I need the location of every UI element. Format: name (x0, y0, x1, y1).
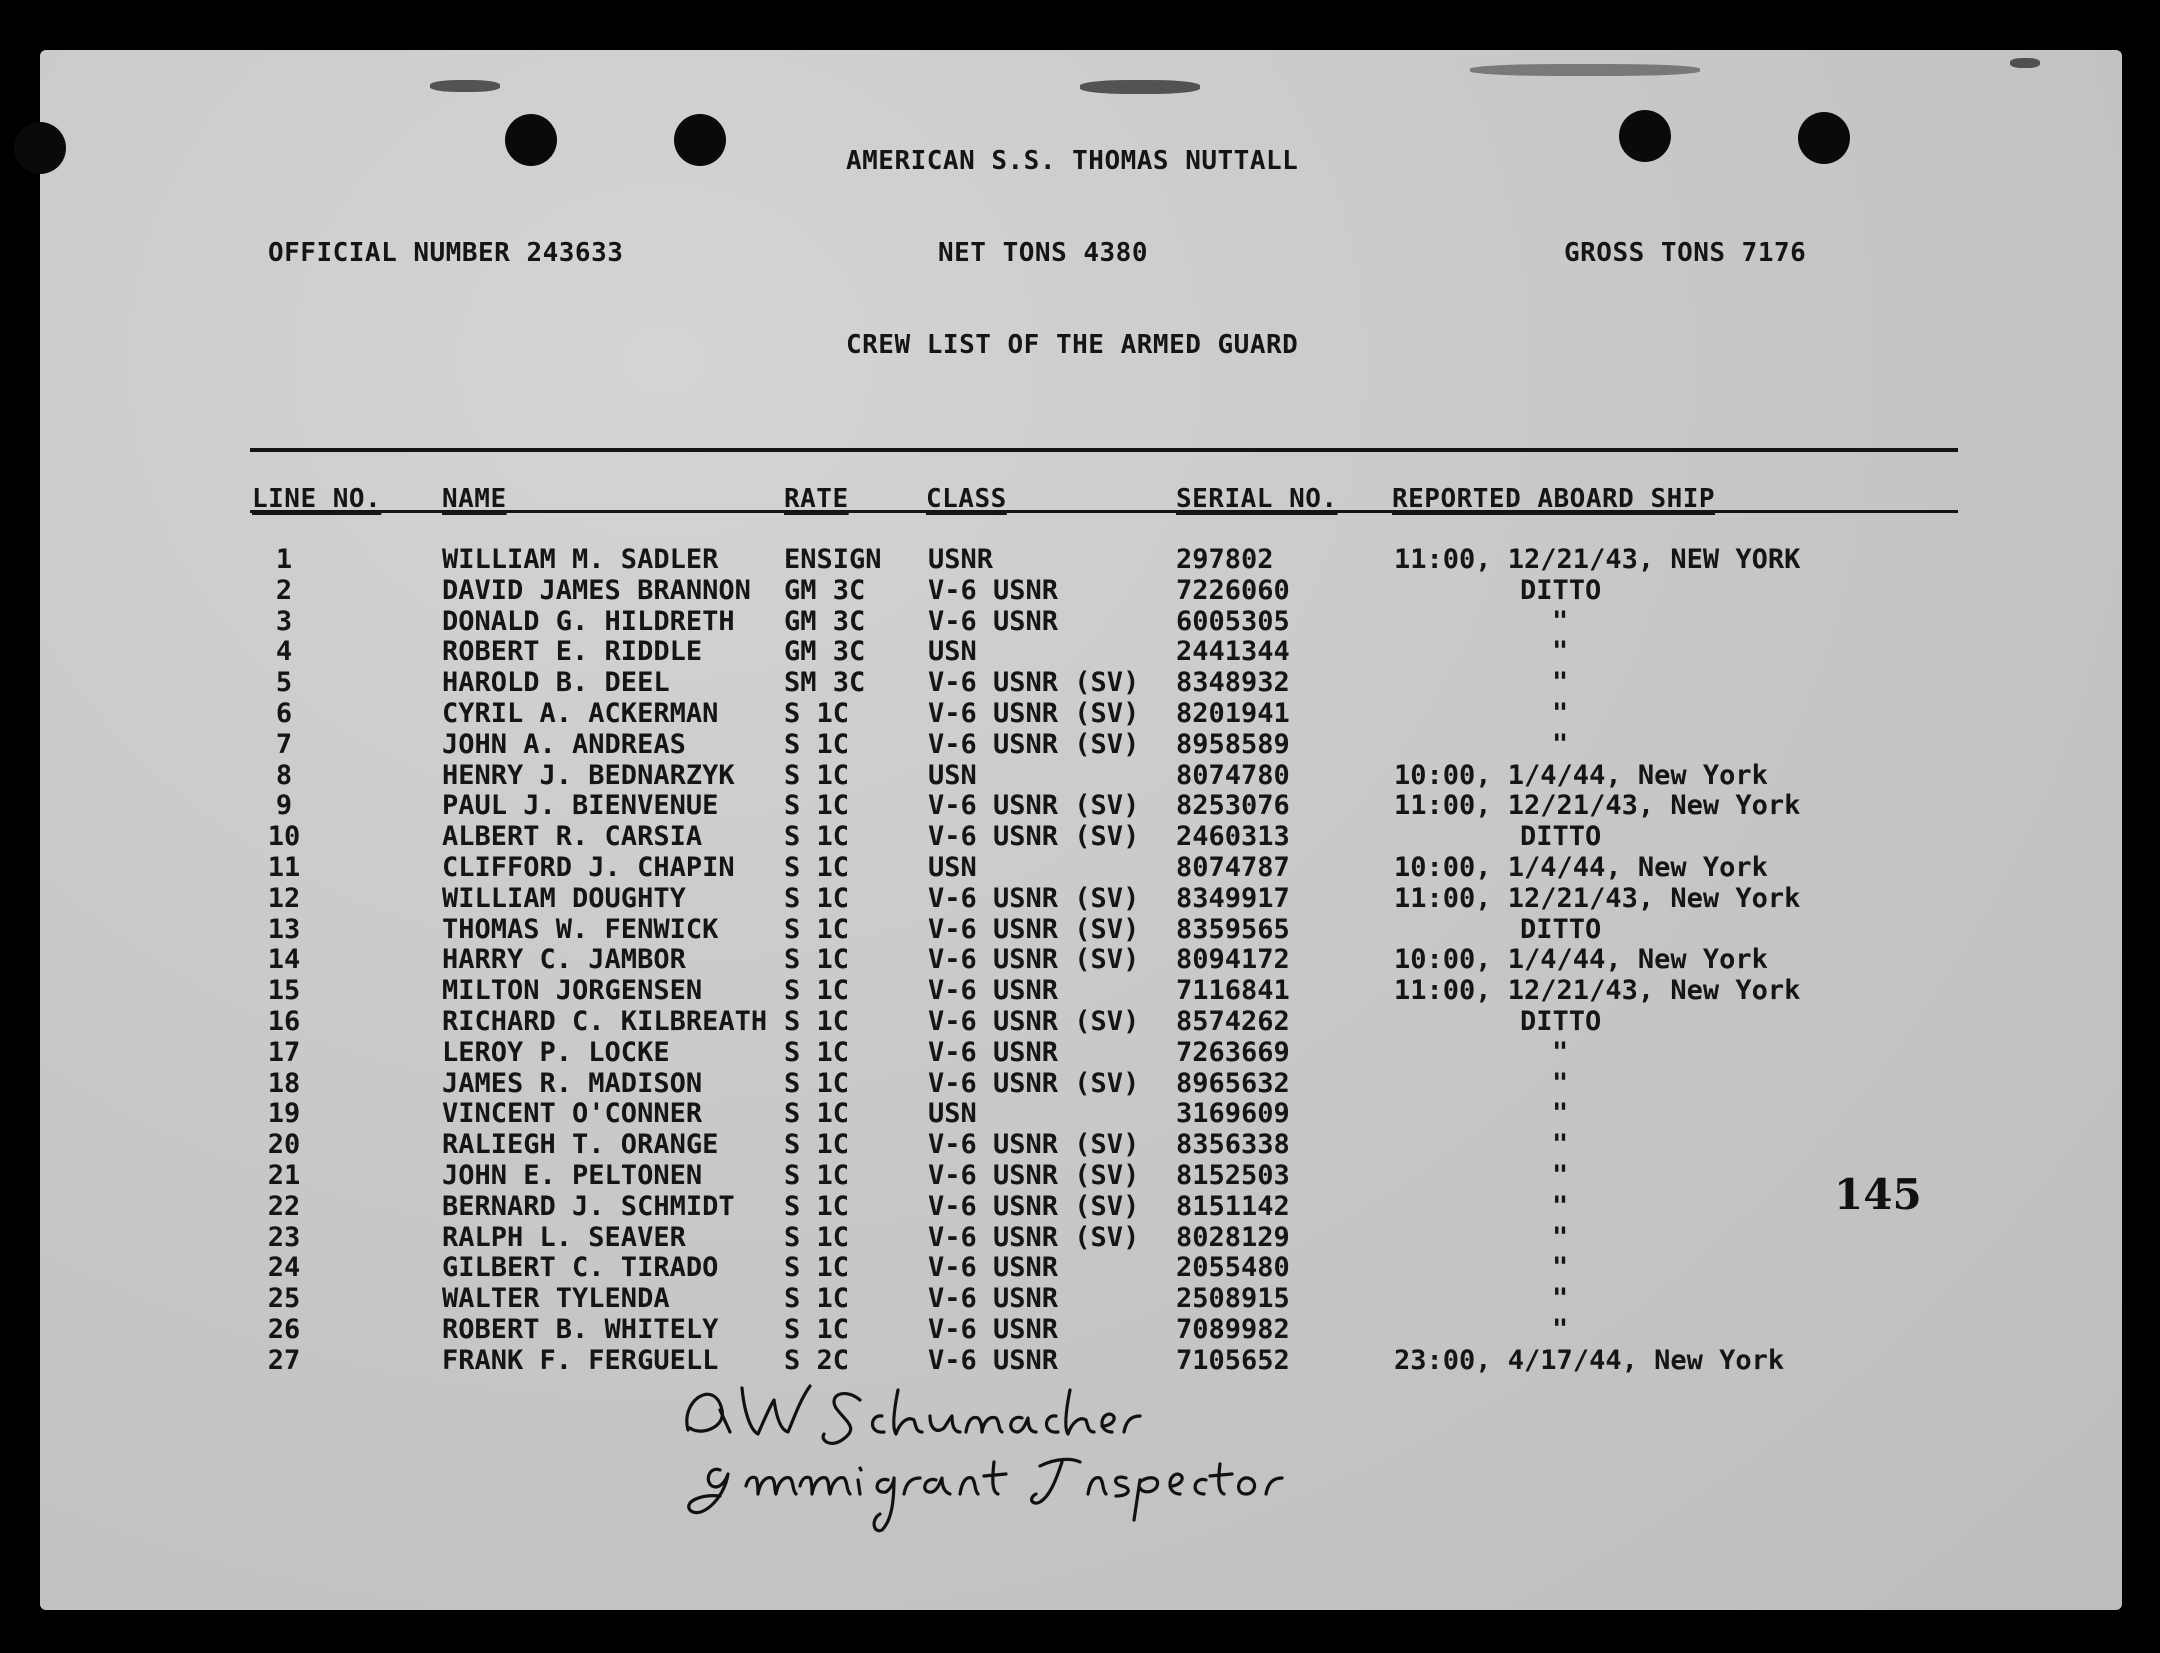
serial-number-cell: 8965632 (1176, 1067, 1290, 1099)
serial-number-cell: 7105652 (1176, 1344, 1290, 1376)
table-row (40, 914, 2040, 944)
punch-hole (14, 122, 66, 174)
table-row (40, 729, 2040, 759)
reported-aboard-cell: DITTO (1520, 913, 1602, 945)
name-cell: WILLIAM M. SADLER (442, 544, 719, 575)
rate-cell: S 1C (784, 759, 850, 791)
table-row (40, 1006, 2040, 1036)
class-cell: V-6 USNR (928, 1283, 1059, 1315)
table-row (40, 1160, 2040, 1190)
reported-aboard-cell: 23:00, 4/17/44, New York (1394, 1344, 1785, 1376)
serial-number-cell: 8094172 (1176, 944, 1290, 976)
serial-number-cell: 297802 (1176, 544, 1274, 575)
line-number-cell: 21 (267, 1160, 301, 1191)
line-number-cell: 15 (267, 975, 301, 1007)
line-number-cell: 8 (275, 759, 293, 791)
rate-cell: S 1C (784, 1098, 850, 1130)
rate-cell: S 1C (784, 975, 850, 1007)
serial-number-cell: 2508915 (1176, 1283, 1290, 1315)
reported-aboard-cell: 10:00, 1/4/44, New York (1394, 852, 1768, 883)
rate-cell: S 1C (784, 790, 850, 822)
reported-aboard-cell: " (1552, 728, 1569, 760)
net-tons: NET TONS 4380 (938, 238, 1148, 268)
serial-number-cell: 7116841 (1176, 975, 1290, 1007)
name-cell: CLIFFORD J. CHAPIN (442, 852, 735, 883)
reported-aboard-cell: " (1552, 1129, 1569, 1161)
reported-aboard-cell: DITTO (1520, 821, 1602, 853)
col-header-name: NAME (442, 484, 507, 514)
table-row (40, 1191, 2040, 1221)
class-cell: V-6 USNR (SV) (928, 1067, 1140, 1099)
line-number-cell: 4 (275, 636, 293, 668)
serial-number-cell: 7226060 (1176, 574, 1290, 606)
class-cell: V-6 USNR (SV) (928, 1129, 1140, 1161)
reported-aboard-cell: " (1552, 636, 1569, 668)
class-cell: V-6 USNR (SV) (928, 1006, 1140, 1037)
reported-aboard-cell: DITTO (1520, 574, 1602, 606)
line-number-cell: 24 (267, 1252, 301, 1284)
rate-cell: S 1C (784, 698, 850, 729)
table-row (40, 1129, 2040, 1159)
ink-smudge (1470, 64, 1700, 76)
name-cell: DONALD G. HILDRETH (442, 605, 735, 637)
name-cell: ROBERT B. WHITELY (442, 1314, 719, 1345)
serial-number-cell: 8074780 (1176, 759, 1290, 791)
class-cell: V-6 USNR (SV) (928, 698, 1140, 729)
class-cell: V-6 USNR (928, 1252, 1059, 1284)
line-number-cell: 22 (267, 1190, 301, 1222)
line-number-cell: 5 (275, 667, 293, 699)
line-number-cell: 16 (267, 1006, 301, 1037)
page-number-stamp: 145 (1834, 1170, 1922, 1219)
reported-aboard-cell: 11:00, 12/21/43, New York (1394, 790, 1801, 822)
rate-cell: GM 3C (784, 636, 866, 668)
rate-cell: S 1C (784, 821, 850, 853)
reported-aboard-cell: " (1552, 1314, 1569, 1345)
serial-number-cell: 8348932 (1176, 667, 1290, 699)
class-cell: USN (928, 759, 977, 791)
name-cell: JOHN A. ANDREAS (442, 728, 686, 760)
name-cell: RICHARD C. KILBREATH (442, 1006, 768, 1037)
class-cell: V-6 USNR (SV) (928, 1221, 1140, 1253)
reported-aboard-cell: " (1552, 667, 1569, 699)
table-row (40, 821, 2040, 851)
ship-title: AMERICAN S.S. THOMAS NUTTALL (846, 146, 1299, 176)
line-number-cell: 2 (275, 574, 293, 606)
rate-cell: GM 3C (784, 574, 866, 606)
rate-cell: ENSIGN (784, 544, 882, 575)
serial-number-cell: 7089982 (1176, 1314, 1290, 1345)
gross-tons: GROSS TONS 7176 (1564, 238, 1807, 268)
class-cell: V-6 USNR (928, 574, 1059, 606)
reported-aboard-cell: " (1552, 1283, 1569, 1315)
serial-number-cell: 8349917 (1176, 882, 1290, 914)
rate-cell: S 1C (784, 913, 850, 945)
table-row (40, 790, 2040, 820)
class-cell: USNR (928, 544, 994, 575)
rate-cell: S 1C (784, 1190, 850, 1222)
reported-aboard-cell: " (1552, 1221, 1569, 1253)
name-cell: BERNARD J. SCHMIDT (442, 1190, 735, 1222)
name-cell: PAUL J. BIENVENUE (442, 790, 719, 822)
serial-number-cell: 3169609 (1176, 1098, 1290, 1130)
table-row (40, 544, 2040, 574)
reported-aboard-cell: " (1552, 1252, 1569, 1284)
col-header-class: CLASS (926, 484, 1007, 514)
rate-cell: S 1C (784, 1283, 850, 1315)
line-number-cell: 6 (275, 698, 293, 729)
rate-cell: S 1C (784, 728, 850, 760)
rate-cell: SM 3C (784, 667, 866, 699)
name-cell: VINCENT O'CONNER (442, 1098, 703, 1130)
rate-cell: S 1C (784, 1129, 850, 1161)
table-top-rule (250, 448, 1958, 452)
name-cell: HENRY J. BEDNARZYK (442, 759, 735, 791)
name-cell: GILBERT C. TIRADO (442, 1252, 719, 1284)
line-number-cell: 14 (267, 944, 301, 976)
line-number-cell: 13 (267, 913, 301, 945)
reported-aboard-cell: 11:00, 12/21/43, New York (1394, 975, 1801, 1007)
table-row (40, 975, 2040, 1005)
table-row (40, 667, 2040, 697)
table-row (40, 1037, 2040, 1067)
line-number-cell: 27 (267, 1344, 301, 1376)
class-cell: USN (928, 636, 977, 668)
serial-number-cell: 8958589 (1176, 728, 1290, 760)
serial-number-cell: 7263669 (1176, 1036, 1290, 1068)
table-row (40, 1068, 2040, 1098)
serial-number-cell: 2055480 (1176, 1252, 1290, 1284)
rate-cell: S 2C (784, 1344, 850, 1376)
name-cell: RALPH L. SEAVER (442, 1221, 686, 1253)
reported-aboard-cell: 10:00, 1/4/44, New York (1394, 944, 1768, 976)
rate-cell: S 1C (784, 1160, 850, 1191)
rate-cell: GM 3C (784, 605, 866, 637)
rate-cell: S 1C (784, 1067, 850, 1099)
reported-aboard-cell: " (1552, 1190, 1569, 1222)
table-row (40, 944, 2040, 974)
rate-cell: S 1C (784, 1314, 850, 1345)
class-cell: USN (928, 852, 977, 883)
line-number-cell: 26 (267, 1314, 301, 1345)
class-cell: V-6 USNR (SV) (928, 1190, 1140, 1222)
reported-aboard-cell: DITTO (1520, 1006, 1602, 1037)
name-cell: LEROY P. LOCKE (442, 1036, 670, 1068)
line-number-cell: 3 (275, 605, 293, 637)
class-cell: V-6 USNR (SV) (928, 821, 1140, 853)
serial-number-cell: 8152503 (1176, 1160, 1290, 1191)
line-number-cell: 7 (275, 728, 293, 760)
rate-cell: S 1C (784, 1006, 850, 1037)
class-cell: V-6 USNR (928, 1344, 1059, 1376)
table-row (40, 883, 2040, 913)
crew-list-title: CREW LIST OF THE ARMED GUARD (846, 330, 1299, 360)
table-row (40, 1222, 2040, 1252)
serial-number-cell: 2441344 (1176, 636, 1290, 668)
line-number-cell: 25 (267, 1283, 301, 1315)
name-cell: THOMAS W. FENWICK (442, 913, 719, 945)
reported-aboard-cell: 11:00, 12/21/43, NEW YORK (1394, 544, 1801, 575)
serial-number-cell: 8074787 (1176, 852, 1290, 883)
line-number-cell: 9 (275, 790, 293, 822)
punch-hole (1619, 110, 1671, 162)
official-number: OFFICIAL NUMBER 243633 (268, 238, 624, 268)
reported-aboard-cell: " (1552, 605, 1569, 637)
line-number-cell: 10 (267, 821, 301, 853)
name-cell: WALTER TYLENDA (442, 1283, 670, 1315)
table-row (40, 636, 2040, 666)
name-cell: WILLIAM DOUGHTY (442, 882, 686, 914)
name-cell: ROBERT E. RIDDLE (442, 636, 703, 668)
class-cell: V-6 USNR (SV) (928, 913, 1140, 945)
punch-hole (505, 114, 557, 166)
col-header-rate: RATE (784, 484, 849, 514)
name-cell: HAROLD B. DEEL (442, 667, 670, 699)
class-cell: V-6 USNR (SV) (928, 944, 1140, 976)
line-number-cell: 19 (267, 1098, 301, 1130)
serial-number-cell: 8201941 (1176, 698, 1290, 729)
name-cell: MILTON JORGENSEN (442, 975, 703, 1007)
name-cell: CYRIL A. ACKERMAN (442, 698, 719, 729)
reported-aboard-cell: " (1552, 1098, 1569, 1130)
class-cell: V-6 USNR (SV) (928, 1160, 1140, 1191)
table-row (40, 1283, 2040, 1313)
class-cell: V-6 USNR (SV) (928, 790, 1140, 822)
name-cell: ALBERT R. CARSIA (442, 821, 703, 853)
class-cell: V-6 USNR (928, 1314, 1059, 1345)
table-row (40, 852, 2040, 882)
line-number-cell: 20 (267, 1129, 301, 1161)
name-cell: JOHN E. PELTONEN (442, 1160, 703, 1191)
rate-cell: S 1C (784, 1252, 850, 1284)
name-cell: HARRY C. JAMBOR (442, 944, 686, 976)
table-row (40, 698, 2040, 728)
name-cell: FRANK F. FERGUELL (442, 1344, 719, 1376)
line-number-cell: 23 (267, 1221, 301, 1253)
reported-aboard-cell: " (1552, 1067, 1569, 1099)
ink-smudge (1080, 80, 1200, 94)
ink-smudge (2010, 58, 2040, 68)
line-number-cell: 18 (267, 1067, 301, 1099)
name-cell: RALIEGH T. ORANGE (442, 1129, 719, 1161)
serial-number-cell: 6005305 (1176, 605, 1290, 637)
class-cell: USN (928, 1098, 977, 1130)
class-cell: V-6 USNR (SV) (928, 728, 1140, 760)
serial-number-cell: 8574262 (1176, 1006, 1290, 1037)
reported-aboard-cell: 10:00, 1/4/44, New York (1394, 759, 1768, 791)
punch-hole (674, 114, 726, 166)
rate-cell: S 1C (784, 1221, 850, 1253)
punch-hole (1798, 112, 1850, 164)
serial-number-cell: 8151142 (1176, 1190, 1290, 1222)
table-row (40, 575, 2040, 605)
reported-aboard-cell: 11:00, 12/21/43, New York (1394, 882, 1801, 914)
rate-cell: S 1C (784, 1036, 850, 1068)
serial-number-cell: 8253076 (1176, 790, 1290, 822)
reported-aboard-cell: " (1552, 1036, 1569, 1068)
col-header-reported: REPORTED ABOARD SHIP (1392, 484, 1716, 514)
table-row (40, 1098, 2040, 1128)
table-row (40, 1252, 2040, 1282)
name-cell: JAMES R. MADISON (442, 1067, 703, 1099)
name-cell: DAVID JAMES BRANNON (442, 574, 751, 606)
line-number-cell: 17 (267, 1036, 301, 1068)
table-row (40, 760, 2040, 790)
col-header-line-no: LINE NO. (252, 484, 382, 514)
line-number-cell: 11 (267, 852, 301, 883)
table-row (40, 606, 2040, 636)
line-number-cell: 12 (267, 882, 301, 914)
serial-number-cell: 8359565 (1176, 913, 1290, 945)
reported-aboard-cell: " (1552, 1160, 1569, 1191)
class-cell: V-6 USNR (928, 975, 1059, 1007)
col-header-serial: SERIAL NO. (1176, 484, 1338, 514)
table-row (40, 1314, 2040, 1344)
class-cell: V-6 USNR (SV) (928, 882, 1140, 914)
serial-number-cell: 8028129 (1176, 1221, 1290, 1253)
rate-cell: S 1C (784, 852, 850, 883)
serial-number-cell: 8356338 (1176, 1129, 1290, 1161)
handwritten-signature (660, 1370, 1340, 1540)
ink-smudge (430, 80, 500, 92)
class-cell: V-6 USNR (928, 605, 1059, 637)
crew-table (40, 544, 2040, 1374)
reported-aboard-cell: " (1552, 698, 1569, 729)
rate-cell: S 1C (784, 882, 850, 914)
serial-number-cell: 2460313 (1176, 821, 1290, 853)
line-number-cell: 1 (275, 544, 293, 575)
class-cell: V-6 USNR (928, 1036, 1059, 1068)
rate-cell: S 1C (784, 944, 850, 976)
class-cell: V-6 USNR (SV) (928, 667, 1140, 699)
